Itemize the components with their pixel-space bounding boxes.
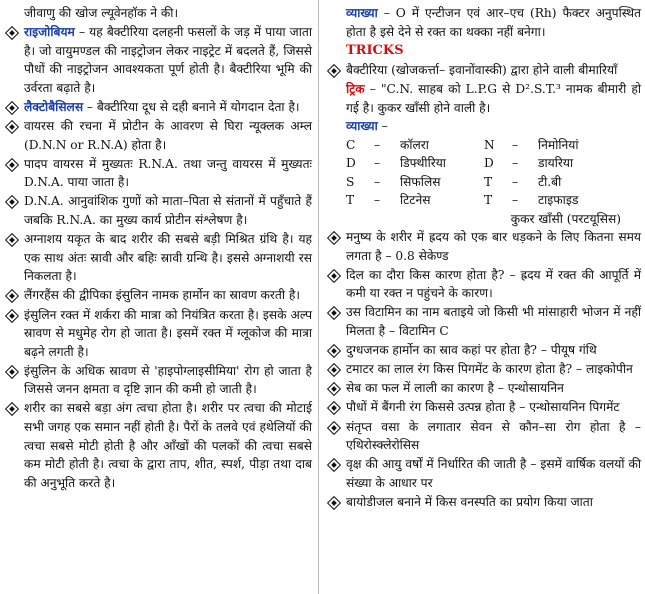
- explanation-block: [326, 4, 641, 41]
- grid-dash: –: [512, 193, 519, 208]
- grid-disease: निमोनियां: [538, 138, 579, 153]
- explanation-text: – O में एन्टीजन एवं आर–एच (Rh) फैक्टर अनुपस्थित होता है इसे देने से रक्त का थक्का नहीं बनेगा।: [346, 6, 641, 39]
- keyword: राइजोबियम: [24, 25, 75, 40]
- item-text: लैंगरहैंस की द्वीपिका इंसुलिन नामक हार्मोन का स्रावण करती है।: [24, 288, 300, 303]
- grid-disease: टाइफाइड: [538, 193, 579, 208]
- grid-dash: –: [374, 193, 381, 208]
- right-column: [326, 4, 641, 512]
- list-item: [326, 455, 641, 492]
- trick-text: – "C.N. साहब को L.P.G से D².S.T.³ नामक बीमारी हो गई है। कुकर खाँसी होने वाली है।: [346, 82, 641, 115]
- list-item: [326, 303, 641, 340]
- item-text: वृक्ष की आयु वर्षों में निर्धारित की जाती है – इसमें वार्षिक वलयों की संख्या के आधार पर: [346, 457, 641, 490]
- item-text: दुग्धजनक हार्मोन का स्राव कहां पर होता है? – पीयूष गंथि: [346, 343, 597, 358]
- item-text: – बैक्टीरिया दूध से दही बनाने में योगदान देता है।: [83, 99, 300, 114]
- diamond-bullet-icon: [5, 26, 18, 39]
- item-text: पादप वायरस में मुख्यतः R.N.A. तथा जन्तु वायरस में मुख्यतः D.N.A. पाया जाता है।: [24, 156, 312, 190]
- grid-disease: सिफलिस: [400, 174, 441, 189]
- list-item: [326, 379, 641, 398]
- diamond-bullet-icon: [5, 365, 18, 378]
- left-column: [4, 4, 312, 493]
- list-item: [4, 286, 312, 305]
- diamond-bullet-icon: [327, 269, 340, 282]
- list-item: [326, 266, 641, 303]
- grid-letter: S: [346, 174, 355, 189]
- item-text: इंसुलिन रक्त में शर्करा की मात्रा को नियंत्रित करता है। इसके अल्प स्रावण से मधुमेह रोग हो जाता है। इसमें रक्त में ग्लूकोज की मात्रा बढ़ने लगती है।: [24, 307, 312, 359]
- grid-letter: C: [346, 138, 356, 153]
- grid-row: [346, 136, 641, 154]
- grid-dash: –: [374, 138, 381, 153]
- diamond-bullet-icon: [327, 382, 340, 395]
- list-item: [326, 493, 641, 512]
- diamond-bullet-icon: [327, 231, 340, 244]
- explanation-block: [326, 117, 641, 136]
- grid-disease: टिटनेस: [400, 193, 431, 208]
- diamond-bullet-icon: [5, 120, 18, 133]
- grid-disease: डिफ्थीरिया: [400, 156, 446, 171]
- item-text: बैक्टीरिया (खोजकर्त्ता– इवानोंवास्की) द्वारा होने वाली बीमारियाँ: [346, 63, 618, 78]
- grid-disease: टी.बी: [538, 174, 562, 189]
- diamond-bullet-icon: [327, 458, 340, 471]
- list-item: [4, 155, 312, 192]
- diamond-bullet-icon: [327, 421, 340, 434]
- diamond-bullet-icon: [5, 233, 18, 246]
- grid-letter: N: [484, 138, 495, 153]
- diamond-bullet-icon: [327, 496, 340, 509]
- item-text: टमाटर का लाल रंग किस पिगमेंट के कारण होता है? – लाइकोपीन: [346, 362, 633, 377]
- list-item: [326, 341, 641, 360]
- diamond-bullet-icon: [5, 289, 18, 302]
- item-text: – यह बैक्टीरिया दलहनी फसलों के जड़ में पाया जाता है। जो वायुमण्डल की नाइट्रोजन लेकर नाइट्रेट में बदलते हैं, जिससे पौधों की नाइट्रोजन आवश्यकता पूर्ण होती है। बैक्टीरिया भूमि की उर्वरता बढ़ाते है।: [24, 25, 312, 95]
- item-text: पौधों में बैंगनी रंग किससे उत्पन्न होता है – एन्थोसायनिन पिगमेंट: [346, 400, 620, 415]
- grid-note: कुकर खाँसी (परटयूसिस): [510, 211, 621, 226]
- list-item: [4, 192, 312, 229]
- diamond-bullet-icon: [327, 64, 340, 77]
- diamond-bullet-icon: [5, 195, 18, 208]
- list-item: [326, 360, 641, 379]
- diamond-bullet-icon: [5, 101, 18, 114]
- disease-grid: [326, 136, 641, 210]
- item-text: मनुष्य के शरीर में ह्रदय को एक बार धड़कने के लिए कितना समय लगता है – 0.8 सेकेण्ड: [346, 230, 641, 263]
- item-text: D.N.A. आनुवांशिक गुणों को माता–पिता से संतानों में पहुँचाते हैं जबकि R.N.A. का मुख्य कार्य प्रोटीन संश्लेषण है।: [24, 194, 312, 228]
- item-text: उस विटामिन का नाम बताइये जो किसी भी मांसाहारी भोजन में नहीं मिलता है – विटामिन C: [346, 305, 641, 339]
- list-item: [4, 117, 312, 154]
- grid-letter: T: [484, 174, 493, 189]
- item-text: वायरस की रचना में प्रोटीन के आवरण से घिरा न्यूक्लक अम्ल (D.N.N or R.N.A) होता है।: [24, 119, 312, 152]
- grid-letter: D: [484, 156, 494, 171]
- diamond-bullet-icon: [5, 402, 18, 415]
- list-item: [326, 398, 641, 417]
- trick-label: ट्रिक: [346, 82, 365, 97]
- column-divider: [318, 0, 319, 594]
- list-item: [4, 306, 312, 362]
- diamond-bullet-icon: [327, 344, 340, 357]
- list-item: [326, 228, 641, 265]
- grid-disease: डायरिया: [538, 156, 574, 171]
- explanation-dash: –: [377, 119, 388, 134]
- grid-row: [346, 154, 641, 172]
- item-text: बायोडीजल बनाने में किस वनस्पति का प्रयोग किया जाता: [346, 494, 593, 509]
- grid-letter: T: [346, 193, 355, 208]
- diamond-bullet-icon: [327, 401, 340, 414]
- grid-row: [346, 173, 641, 191]
- diamond-bullet-icon: [327, 306, 340, 319]
- grid-dash: –: [512, 138, 519, 153]
- item-text: इंसुलिन के अधिक स्रावण से 'हाइपोग्लाइसीमिया' रोग हो जाता है जिससे जनन क्षमता व दृष्टि ज्ञान की कमी हो जाती है।: [24, 363, 312, 397]
- diamond-bullet-icon: [5, 158, 18, 171]
- explanation-label: व्याख्या: [346, 6, 378, 20]
- keyword: लैक्टोबैसिलस: [24, 99, 84, 114]
- item-text: जीवाणु की खोज ल्यूवेनहॉक ने की।: [24, 6, 179, 20]
- grid-row: [346, 191, 641, 209]
- grid-dash: –: [512, 156, 519, 171]
- list-item: [326, 418, 641, 455]
- trick-block: [326, 80, 641, 117]
- list-item: [4, 98, 312, 117]
- list-item: [4, 230, 312, 286]
- grid-disease: कॉलरा: [400, 138, 429, 153]
- item-text: अग्नाशय यकृत के बाद शरीर की सबसे बड़ी मिश्रित ग्रंथि है। यह एक साथ अंतः स्रावी और बहिः स्रावी ग्रन्थि है। इससे अग्नाशयी रस निकलता है।: [24, 232, 312, 284]
- grid-letter: T: [484, 193, 493, 208]
- item-text: सेब का फल में लाली का कारण है – एन्थोसायनिन: [346, 381, 564, 396]
- explanation-label: व्याख्या: [346, 119, 378, 134]
- grid-dash: –: [374, 156, 381, 171]
- diamond-bullet-icon: [327, 363, 340, 376]
- item-text: संतृप्त वसा के लगातार सेवन से कौन–सा रोग होता है – एथिरोस्क्लेरोसिस: [346, 419, 641, 453]
- grid-dash: –: [374, 174, 381, 189]
- list-item: [4, 362, 312, 399]
- tricks-heading: TRICKS: [346, 43, 404, 59]
- item-text: शरीर का सबसे बड़ा अंग त्वचा होता है। शरीर पर त्वचा की मोटाई सभी जगह एक समान नहीं होती है। पैरों के तलवे एवं हथेलियों की त्वचा सबसे मोटी होती है और आँखों की पलकों की त्वचा सबसे कम मोटी होती है। त्वचा के द्वारा ताप, शीत, स्पर्श, पीड़ा तथा दाब की अनुभूति करते है।: [24, 401, 312, 490]
- list-item: [4, 4, 312, 23]
- grid-dash: –: [512, 174, 519, 189]
- diamond-bullet-icon: [5, 309, 18, 322]
- list-item: [4, 399, 312, 492]
- item-text: दिल का दौरा किस कारण होता है? – ह्रदय में रक्त की आपूर्ति में कमी या रक्त न पहुंचने के कारण।: [346, 267, 641, 301]
- list-item: [326, 61, 641, 80]
- grid-letter: D: [346, 156, 356, 171]
- list-item: [4, 23, 312, 97]
